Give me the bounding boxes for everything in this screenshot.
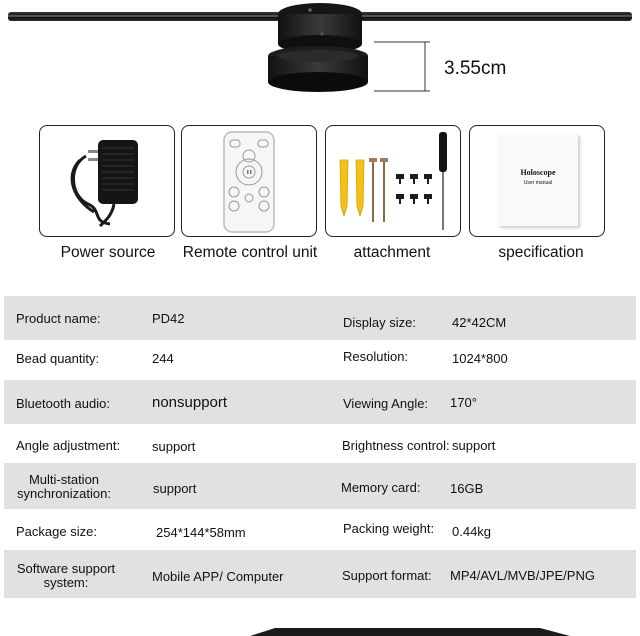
- specification-box: [469, 125, 605, 237]
- remote-control-icon: [182, 126, 317, 237]
- spec-value-package-size: 254*144*58mm: [156, 525, 246, 540]
- spec-label-multi-station-line2: synchronization:: [17, 486, 111, 501]
- fan-base: [268, 46, 368, 92]
- fan-blade-right: [354, 12, 632, 21]
- user-manual-booklet: [498, 134, 578, 226]
- spec-value-product-name: PD42: [152, 311, 185, 326]
- attachment-label: attachment: [353, 244, 431, 261]
- fan-hub: [278, 3, 362, 53]
- power-source-box: [39, 125, 175, 237]
- spec-value-bluetooth-audio: nonsupport: [152, 394, 228, 411]
- spec-value-multi-station: support: [153, 481, 197, 496]
- spec-value-viewing-angle: 170°: [450, 395, 477, 410]
- power-adapter-icon: [40, 126, 175, 237]
- dimension-marker: [374, 42, 430, 91]
- remote-control-box: [181, 125, 317, 237]
- spec-value-support-format: MP4/AVL/MVB/JPE/PNG: [450, 568, 595, 583]
- spec-label-resolution: Resolution:: [343, 349, 409, 364]
- spec-label-product-name: Product name:: [16, 311, 101, 326]
- spec-label-software-support-line2: system:: [43, 575, 89, 590]
- spec-label-viewing-angle: Viewing Angle:: [343, 396, 429, 411]
- spec-label-bead-quantity: Bead quantity:: [16, 351, 100, 366]
- spec-label-brightness-control: Brightness control:: [342, 438, 450, 453]
- spec-label-multi-station: [14, 473, 114, 501]
- height-dimension-label: 3.55cm: [444, 58, 507, 79]
- spec-label-software-support-line1: Software support: [16, 561, 116, 576]
- spec-value-memory-card: 16GB: [450, 481, 484, 496]
- spec-value-brightness-control: support: [452, 438, 496, 453]
- power-source-label: Power source: [60, 244, 156, 261]
- spec-label-display-size: Display size:: [343, 315, 416, 330]
- spec-value-resolution: 1024*800: [452, 351, 508, 366]
- spec-value-display-size: 42*42CM: [452, 315, 507, 330]
- spec-value-angle-adjustment: support: [152, 439, 196, 454]
- spec-label-bluetooth-audio: Bluetooth audio:: [16, 396, 110, 411]
- manual-title: Holoscope: [520, 168, 556, 177]
- spec-value-bead-quantity: 244: [152, 351, 174, 366]
- specification-label: specification: [498, 244, 584, 261]
- spec-label-angle-adjustment: Angle adjustment:: [16, 438, 121, 453]
- spec-label-support-format: Support format:: [342, 568, 432, 583]
- manual-subtitle: User manual: [523, 180, 553, 186]
- spec-label-software-support: [12, 562, 120, 590]
- spec-label-packing-weight: Packing weight:: [343, 521, 435, 536]
- screws-and-anchors-icon: [326, 126, 461, 237]
- hologram-fan-render: [0, 0, 640, 112]
- spec-value-packing-weight: 0.44kg: [452, 524, 492, 539]
- fan-blade-left: [8, 12, 286, 21]
- spec-label-memory-card: Memory card:: [341, 480, 421, 495]
- next-image-edge: [0, 624, 640, 636]
- spec-value-software-support: Mobile APP/ Computer: [152, 569, 284, 584]
- spec-label-multi-station-line1: Multi-station: [28, 472, 100, 487]
- attachment-box: [325, 125, 461, 237]
- spec-label-package-size: Package size:: [16, 524, 97, 539]
- remote-control-label: Remote control unit: [182, 244, 318, 261]
